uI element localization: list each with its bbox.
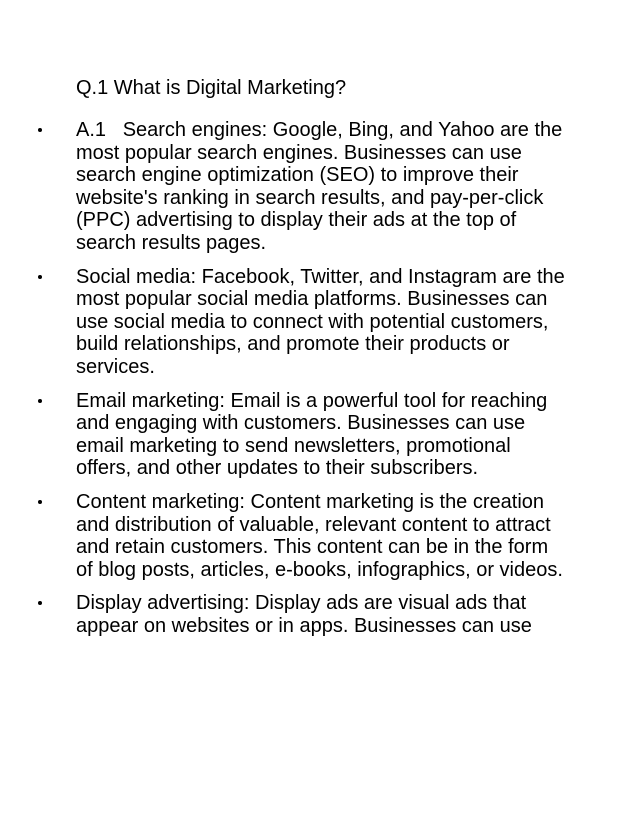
list-item	[0, 119, 566, 255]
bullet-dot-icon	[38, 500, 42, 504]
list-item-text: Social media: Facebook, Twitter, and Instagram are the most popular social media platforms. Businesses can use social media to connect with potential customers, build relationships, and promote their products or services.	[76, 265, 565, 378]
bullet-dot-icon	[38, 601, 42, 605]
list-item-text: A.1 Search engines: Google, Bing, and Yahoo are the most popular search engines. Businesses can use search engine optimization (SEO) to improve their website's ranking in search results, and pay-per-click (PPC) advertising to display their ads at the top of search results pages.	[76, 119, 568, 254]
list-item	[0, 491, 566, 581]
bullet-dot-icon	[38, 399, 42, 403]
answer-bullet-list	[0, 119, 638, 648]
list-item-text: Content marketing: Content marketing is the creation and distribution of valuable, relevant content to attract and retain customers. This content can be in the form of blog posts, articles, e-books, infographics, or videos.	[76, 490, 563, 581]
bullet-dot-icon	[38, 275, 42, 279]
question-heading: Q.1 What is Digital Marketing?	[76, 77, 347, 99]
list-item	[0, 390, 566, 480]
list-item	[0, 266, 566, 379]
list-item-text: Email marketing: Email is a powerful tool for reaching and engaging with customers. Businesses can use email marketing to send newsletters, promotional offers, and other updates to their subscribers.	[76, 389, 548, 480]
list-item	[0, 592, 566, 637]
list-item-text: Display advertising: Display ads are visual ads that appear on websites or in apps. Businesses can use	[76, 592, 532, 637]
bullet-dot-icon	[38, 128, 42, 132]
